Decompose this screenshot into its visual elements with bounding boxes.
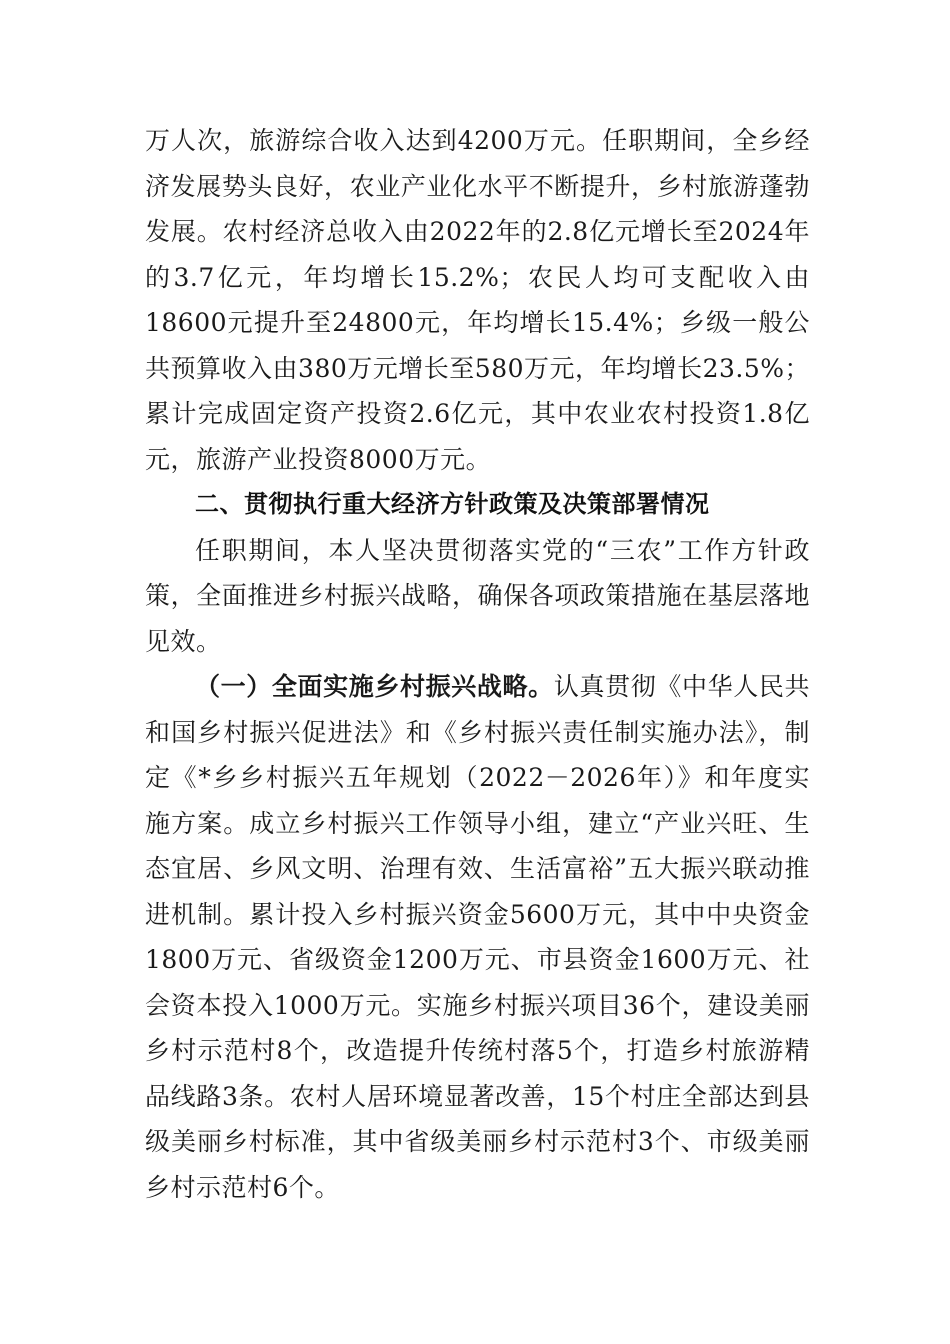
paragraph-continuation: 万人次，旅游综合收入达到4200万元。任职期间，全乡经济发展势头良好，农业产业化水平不断提升，乡村旅游蓬勃发展。农村经济总收入由2022年的2.8亿元增长至2024年的3.7亿元，年均增长15.2%；农民人均可支配收入由18600元提升至24800元，年均增长15.4%；乡级一般公共预算收入由380万元增长至580万元，年均增长23.5%；累计完成固定资产投资2.6亿元，其中农业农村投资1.8亿元，旅游产业投资8000万元。	[145, 126, 810, 474]
paragraph-rural-revitalization-body: 认真贯彻《中华人民共和国乡村振兴促进法》和《乡村振兴责任制实施办法》，制定《*乡乡村振兴五年规划（2022－2026年）》和年度实施方案。成立乡村振兴工作领导小组，建立“产业兴旺、生态宜居、乡风文明、治理有效、生活富裕”五大振兴联动推进机制。累计投入乡村振兴资金5600万元，其中中央资金1800万元、省级资金1200万元、市县资金1600万元、社会资本投入1000万元。实施乡村振兴项目36个，建设美丽乡村示范村8个，改造提升传统村落5个，打造乡村旅游精品线路3条。农村人居环境显著改善，15个村庄全部达到县级美丽乡村标准，其中省级美丽乡村示范村3个、市级美丽乡村示范村6个。	[145, 672, 810, 1202]
paragraph-rural-revitalization	[145, 664, 810, 1210]
paragraph-policy-intro: 任职期间，本人坚决贯彻落实党的“三农”工作方针政策，全面推进乡村振兴战略，确保各项政策措施在基层落地见效。	[145, 535, 810, 656]
sub-heading: （一）全面实施乡村振兴战略。	[195, 672, 554, 701]
section-heading: 二、贯彻执行重大经济方针政策及决策部署情况	[195, 490, 710, 518]
document-body	[145, 118, 810, 1210]
